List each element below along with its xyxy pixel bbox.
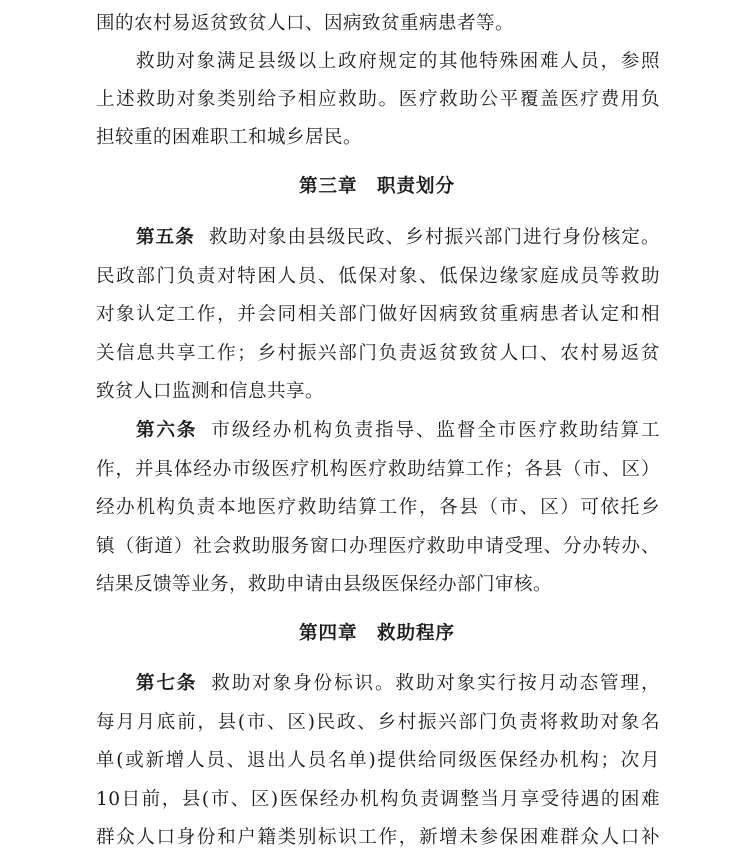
article-number: 第六条 <box>136 420 198 441</box>
paragraph-line: 救助对象满足县级以上政府规定的其他特殊困难人员，参照 <box>136 51 660 72</box>
article-number: 第五条 <box>136 227 195 248</box>
paragraph-line: 群众人口身份和户籍类别标识工作，新增未参保困难群众人口补 <box>96 827 660 848</box>
article-text: 救助对象身份标识。救助对象实行按月动态管理， <box>211 673 660 694</box>
article-first-line <box>136 672 660 696</box>
article-text: 救助对象由县级民政、乡村振兴部门进行身份核定。 <box>208 227 660 248</box>
paragraph-line: 镇（街道）社会救助服务窗口办理医疗救助申请受理、分办转办、 <box>96 536 660 557</box>
article-number: 第七条 <box>136 673 198 694</box>
paragraph-line: 作，并具体经办市级医疗机构医疗救助结算工作；各县（市、区） <box>96 459 660 480</box>
paragraph-line: 民政部门负责对特困人员、低保对象、低保边缘家庭成员等救助 <box>96 266 660 287</box>
paragraph-line: 每月月底前，县(市、区)民政、乡村振兴部门负责将救助对象名 <box>96 712 660 733</box>
paragraph-line: 关信息共享工作；乡村振兴部门负责返贫致贫人口、农村易返贫 <box>96 343 660 364</box>
chapter-heading: 第三章 职责划分 <box>298 176 455 197</box>
paragraph-line: 围的农村易返贫致贫人口、因病致贫重病患者等。 <box>96 13 515 34</box>
article-first-line <box>136 419 660 443</box>
chapter-heading: 第四章 救助程序 <box>298 623 455 644</box>
paragraph-line: 担较重的困难职工和城乡居民。 <box>96 127 363 148</box>
paragraph-line: 单(或新增人员、退出人员名单)提供给同级医保经办机构；次月 <box>96 750 660 771</box>
paragraph-line: 经办机构负责本地医疗救助结算工作，各县（市、区）可依托乡 <box>96 497 660 518</box>
paragraph-line: 结果反馈等业务，救助申请由县级医保经办部门审核。 <box>96 574 553 595</box>
paragraph-line: 上述救助对象类别给予相应救助。医疗救助公平覆盖医疗费用负 <box>96 89 660 110</box>
paragraph-line: 致贫人口监测和信息共享。 <box>96 381 325 402</box>
paragraph-line: 10日前，县(市、区)医保经办机构负责调整当月享受待遇的困难 <box>96 789 660 810</box>
paragraph-line: 对象认定工作，并会同相关部门做好因病致贫重病患者认定和相 <box>96 304 660 325</box>
article-first-line <box>136 226 660 250</box>
article-text: 市级经办机构负责指导、监督全市医疗救助结算工 <box>211 420 660 441</box>
